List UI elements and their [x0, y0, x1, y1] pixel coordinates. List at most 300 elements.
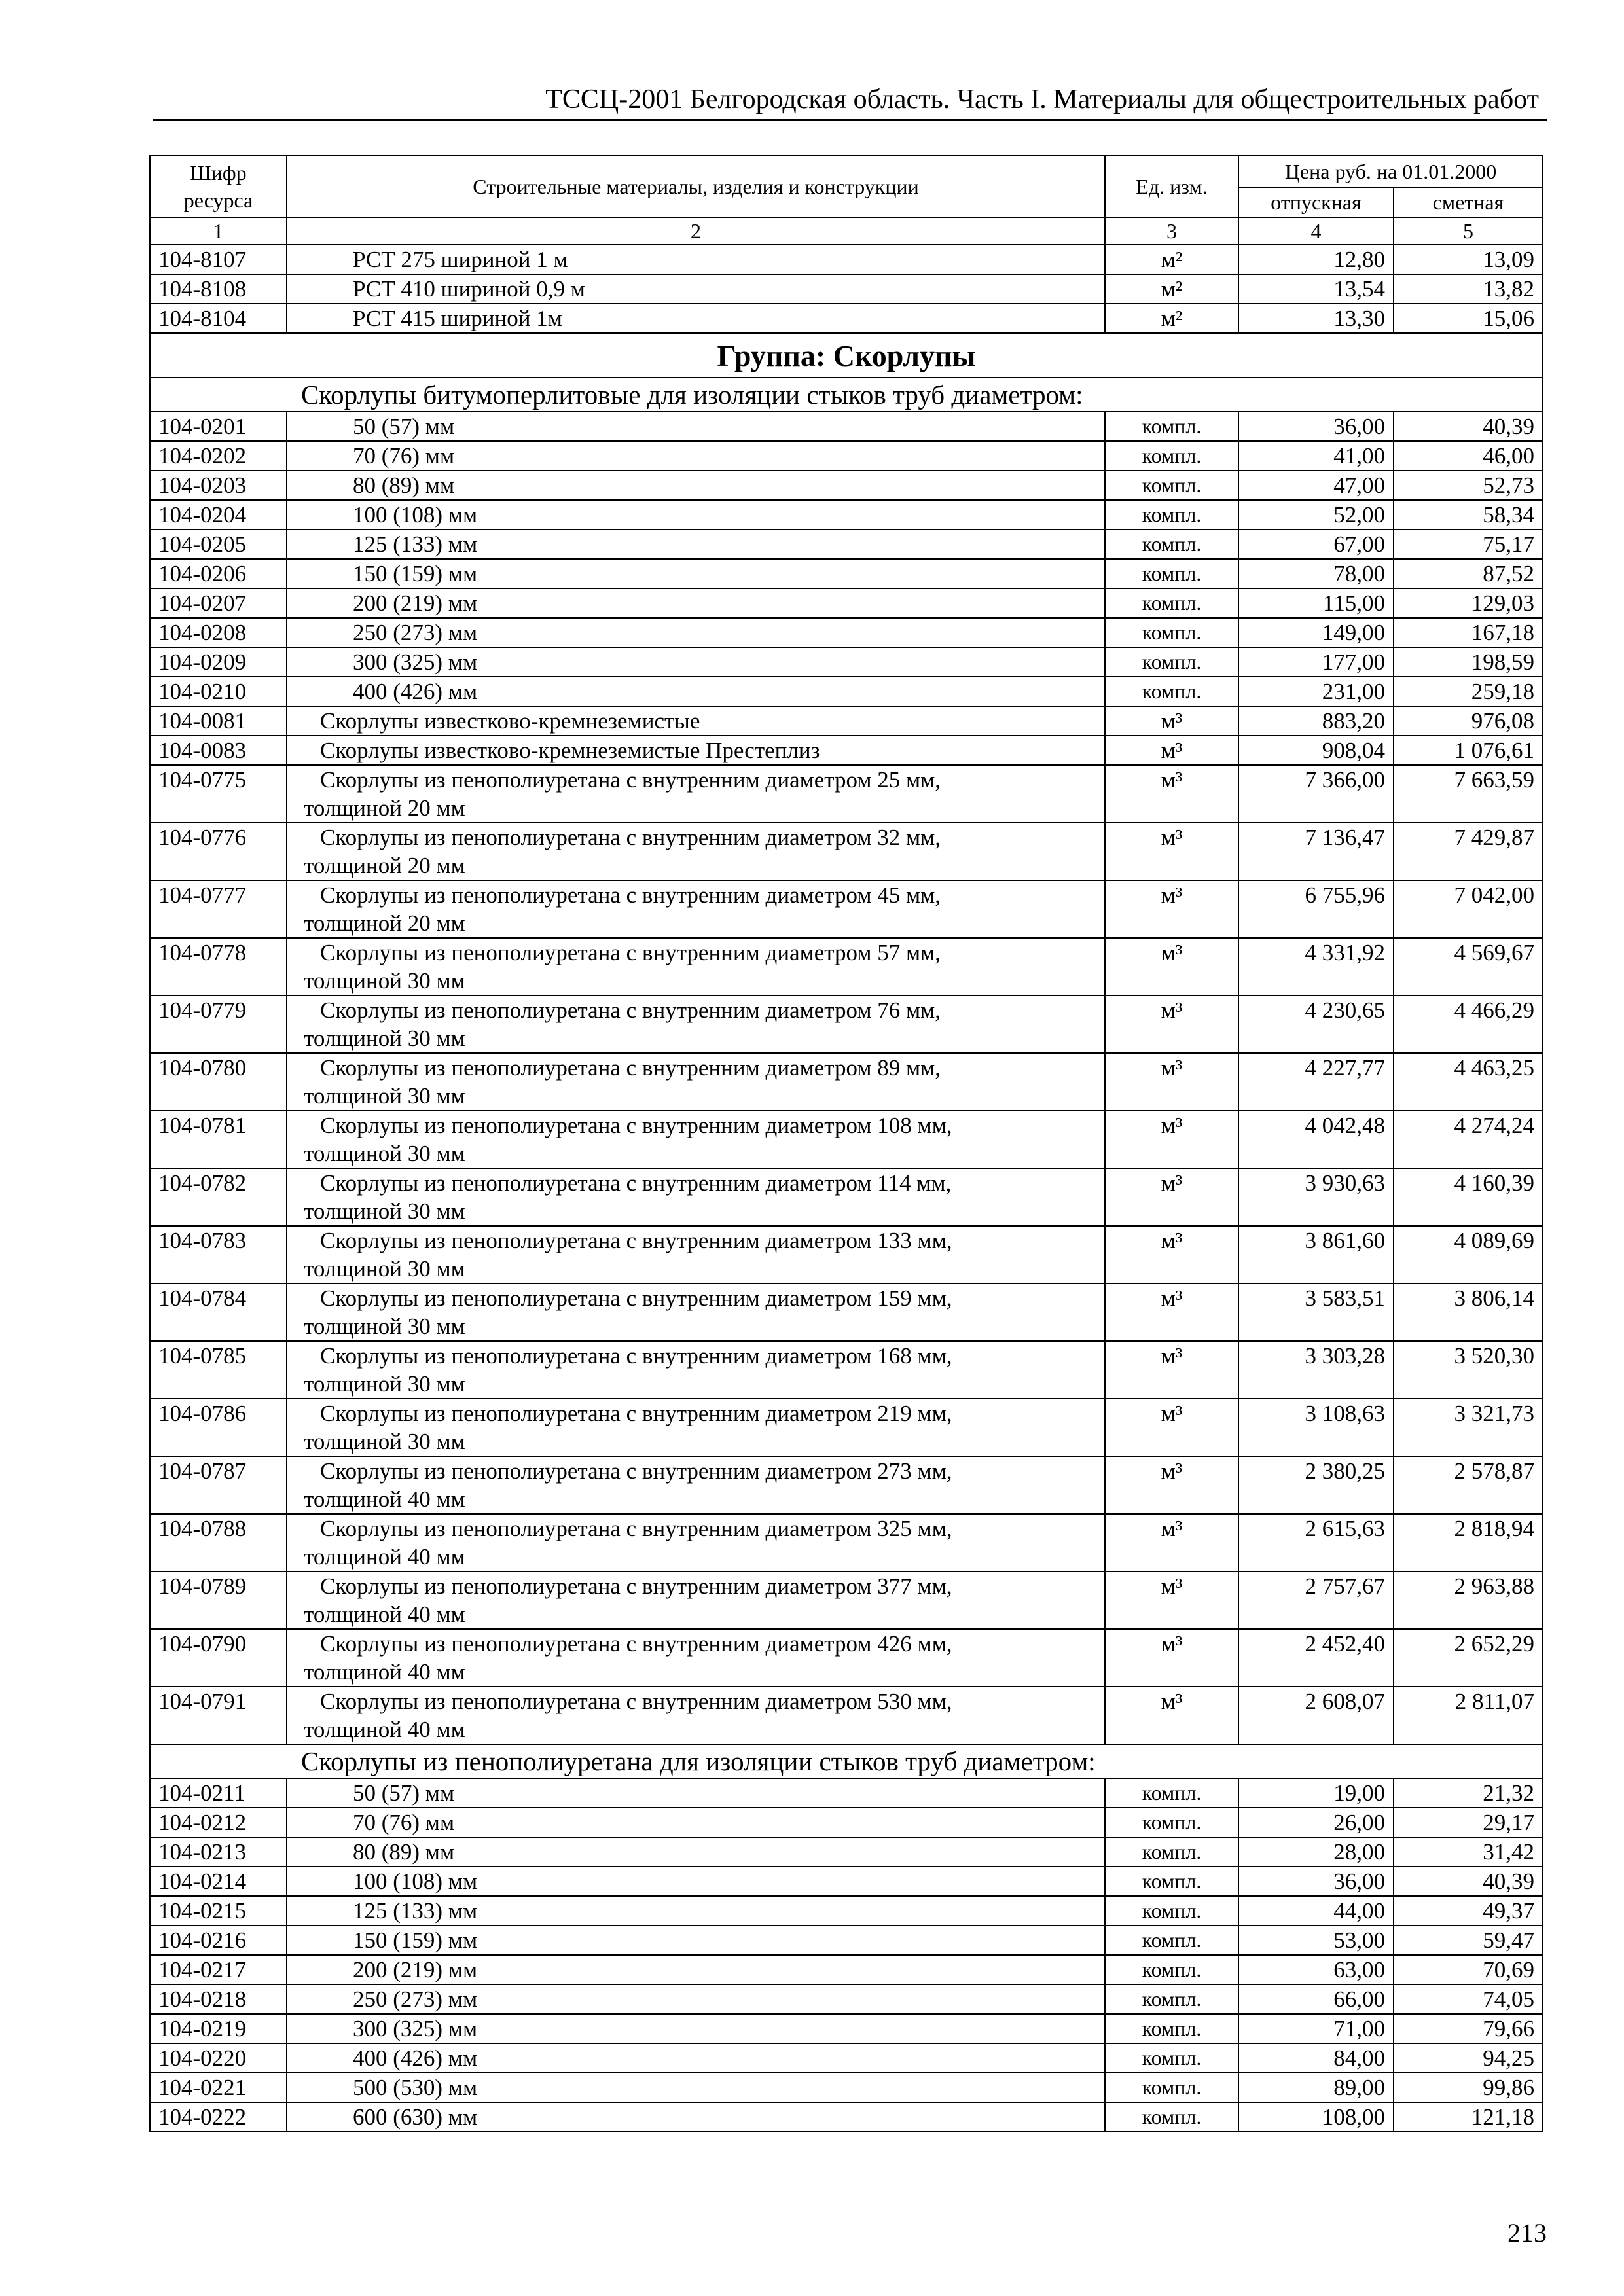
table-row — [150, 938, 1543, 996]
release-price: 3 861,60 — [1238, 1226, 1394, 1283]
top-rows — [150, 245, 1543, 333]
table-row — [150, 996, 1543, 1053]
section2-header — [150, 1744, 1543, 1778]
unit-of-measure: м² — [1105, 274, 1238, 304]
estimate-price: 2 578,87 — [1394, 1456, 1543, 1514]
material-name: 400 (426) мм — [287, 677, 1105, 706]
table-row — [150, 1514, 1543, 1571]
resource-code: 104-0210 — [150, 677, 287, 706]
table-row — [150, 1984, 1543, 2014]
estimate-price: 15,06 — [1394, 304, 1543, 333]
header-unit: Ед. изм. — [1105, 156, 1238, 217]
table-row — [150, 274, 1543, 304]
resource-code: 104-0215 — [150, 1896, 287, 1926]
material-name: 600 (630) мм — [287, 2102, 1105, 2132]
estimate-price: 3 321,73 — [1394, 1399, 1543, 1456]
estimate-price: 7 042,00 — [1394, 880, 1543, 938]
unit-of-measure: компл. — [1105, 1837, 1238, 1867]
material-name-line2: толщиной 30 мм — [304, 1198, 465, 1224]
col-number: 4 — [1238, 217, 1394, 245]
resource-code: 104-0204 — [150, 500, 287, 529]
resource-code: 104-0081 — [150, 706, 287, 736]
unit-of-measure: м³ — [1105, 823, 1238, 880]
release-price: 4 331,92 — [1238, 938, 1394, 996]
release-price: 883,20 — [1238, 706, 1394, 736]
material-name-line2: толщиной 30 мм — [304, 1371, 465, 1397]
release-price: 7 366,00 — [1238, 765, 1394, 823]
release-price: 3 303,28 — [1238, 1341, 1394, 1399]
release-price: 67,00 — [1238, 529, 1394, 559]
table-row — [150, 1687, 1543, 1744]
material-name-line2: толщиной 20 мм — [304, 795, 465, 821]
table-row — [150, 588, 1543, 618]
material-name: 70 (76) мм — [287, 1808, 1105, 1837]
unit-of-measure: м³ — [1105, 1283, 1238, 1341]
material-name: РСТ 275 шириной 1 м — [287, 245, 1105, 274]
resource-code: 104-0789 — [150, 1571, 287, 1629]
estimate-price: 40,39 — [1394, 1867, 1543, 1896]
unit-of-measure: компл. — [1105, 2043, 1238, 2073]
estimate-price: 2 818,94 — [1394, 1514, 1543, 1571]
resource-code: 104-0221 — [150, 2073, 287, 2102]
unit-of-measure: м³ — [1105, 880, 1238, 938]
resource-code: 104-0781 — [150, 1111, 287, 1168]
resource-code: 104-0214 — [150, 1867, 287, 1896]
estimate-price: 2 652,29 — [1394, 1629, 1543, 1687]
material-name: РСТ 415 шириной 1м — [287, 304, 1105, 333]
material-name-line2: толщиной 30 мм — [304, 1314, 465, 1339]
material-name-line1: Скорлупы из пенополиуретана с внутренним диаметром 325 мм, — [320, 1516, 952, 1541]
resource-code: 104-0775 — [150, 765, 287, 823]
estimate-price: 79,66 — [1394, 2014, 1543, 2043]
material-name-line2: толщиной 40 мм — [304, 1486, 465, 1512]
release-price: 231,00 — [1238, 677, 1394, 706]
material-name-line2: толщиной 40 мм — [304, 1602, 465, 1627]
table-row — [150, 1168, 1543, 1226]
release-price: 19,00 — [1238, 1778, 1394, 1808]
material-name-line2: толщиной 30 мм — [304, 1083, 465, 1109]
estimate-price: 121,18 — [1394, 2102, 1543, 2132]
release-price: 13,54 — [1238, 274, 1394, 304]
unit-of-measure: компл. — [1105, 588, 1238, 618]
estimate-price: 976,08 — [1394, 706, 1543, 736]
header-release-price: отпускная — [1238, 187, 1394, 217]
resource-code: 104-0783 — [150, 1226, 287, 1283]
material-name — [287, 1514, 1105, 1571]
release-price: 26,00 — [1238, 1808, 1394, 1837]
estimate-price: 58,34 — [1394, 500, 1543, 529]
resource-code: 104-0213 — [150, 1837, 287, 1867]
estimate-price: 29,17 — [1394, 1808, 1543, 1837]
unit-of-measure: компл. — [1105, 1867, 1238, 1896]
resource-code: 104-0205 — [150, 529, 287, 559]
unit-of-measure: компл. — [1105, 1808, 1238, 1837]
table-row — [150, 2043, 1543, 2073]
table-row — [150, 880, 1543, 938]
resource-code: 104-0206 — [150, 559, 287, 588]
estimate-price: 4 160,39 — [1394, 1168, 1543, 1226]
material-name-line2: толщиной 30 мм — [304, 1256, 465, 1282]
material-name-line1: Скорлупы из пенополиуретана с внутренним диаметром 168 мм, — [320, 1343, 952, 1369]
section-title: Скорлупы из пенополиуретана для изоляции стыков труб диаметром: — [150, 1744, 1543, 1778]
material-name-line2: толщиной 30 мм — [304, 968, 465, 994]
unit-of-measure: компл. — [1105, 2073, 1238, 2102]
resource-code: 104-0778 — [150, 938, 287, 996]
release-price: 149,00 — [1238, 618, 1394, 647]
release-price: 3 930,63 — [1238, 1168, 1394, 1226]
table-row — [150, 1867, 1543, 1896]
lime-silica-rows — [150, 706, 1543, 765]
resource-code: 104-0217 — [150, 1955, 287, 1984]
unit-of-measure: м³ — [1105, 996, 1238, 1053]
material-name — [287, 1456, 1105, 1514]
table-row — [150, 823, 1543, 880]
release-price: 6 755,96 — [1238, 880, 1394, 938]
material-name-line1: Скорлупы из пенополиуретана с внутренним диаметром 133 мм, — [320, 1228, 952, 1253]
unit-of-measure: м³ — [1105, 1053, 1238, 1111]
resource-code: 104-0788 — [150, 1514, 287, 1571]
estimate-price: 4 569,67 — [1394, 938, 1543, 996]
material-name: 50 (57) мм — [287, 412, 1105, 441]
material-name — [287, 1687, 1105, 1744]
material-name: 80 (89) мм — [287, 1837, 1105, 1867]
material-name: 150 (159) мм — [287, 559, 1105, 588]
estimate-price: 31,42 — [1394, 1837, 1543, 1867]
material-name-line1: Скорлупы из пенополиуретана с внутренним диаметром 377 мм, — [320, 1573, 952, 1599]
estimate-price: 94,25 — [1394, 2043, 1543, 2073]
estimate-price: 3 806,14 — [1394, 1283, 1543, 1341]
material-name — [287, 938, 1105, 996]
release-price: 71,00 — [1238, 2014, 1394, 2043]
resource-code: 104-0786 — [150, 1399, 287, 1456]
material-name-line1: Скорлупы из пенополиуретана с внутренним диаметром 32 мм, — [320, 825, 941, 850]
estimate-price: 1 076,61 — [1394, 736, 1543, 765]
table-row — [150, 2014, 1543, 2043]
material-name-line1: Скорлупы из пенополиуретана с внутренним диаметром 45 мм, — [320, 882, 941, 908]
material-name — [287, 1571, 1105, 1629]
material-name-line1: Скорлупы из пенополиуретана с внутренним диаметром 89 мм, — [320, 1055, 941, 1081]
material-name — [287, 1629, 1105, 1687]
price-table — [149, 155, 1543, 2132]
unit-of-measure: компл. — [1105, 529, 1238, 559]
col-number: 1 — [150, 217, 287, 245]
section2-rows — [150, 1778, 1543, 2132]
resource-code: 104-0776 — [150, 823, 287, 880]
material-name-line1: Скорлупы из пенополиуретана с внутренним диаметром 108 мм, — [320, 1113, 952, 1138]
release-price: 7 136,47 — [1238, 823, 1394, 880]
material-name-line2: толщиной 30 мм — [304, 1141, 465, 1166]
table-row — [150, 1053, 1543, 1111]
resource-code: 104-0202 — [150, 441, 287, 471]
release-price: 12,80 — [1238, 245, 1394, 274]
estimate-price: 129,03 — [1394, 588, 1543, 618]
material-name: 500 (530) мм — [287, 2073, 1105, 2102]
material-name: 150 (159) мм — [287, 1926, 1105, 1955]
unit-of-measure: м³ — [1105, 736, 1238, 765]
estimate-price: 4 466,29 — [1394, 996, 1543, 1053]
resource-code: 104-0787 — [150, 1456, 287, 1514]
unit-of-measure: компл. — [1105, 677, 1238, 706]
table-row — [150, 765, 1543, 823]
material-name — [287, 1399, 1105, 1456]
release-price: 177,00 — [1238, 647, 1394, 677]
material-name: 80 (89) мм — [287, 471, 1105, 500]
table-row — [150, 412, 1543, 441]
table-row — [150, 471, 1543, 500]
material-name: Скорлупы известково-кремнеземистые — [287, 706, 1105, 736]
estimate-price: 13,82 — [1394, 274, 1543, 304]
release-price: 47,00 — [1238, 471, 1394, 500]
estimate-price: 198,59 — [1394, 647, 1543, 677]
table-row — [150, 529, 1543, 559]
unit-of-measure: компл. — [1105, 1955, 1238, 1984]
material-name: 125 (133) мм — [287, 1896, 1105, 1926]
material-name-line1: Скорлупы из пенополиуретана с внутренним диаметром 114 мм, — [320, 1170, 952, 1196]
header-estimate-price: сметная — [1394, 187, 1543, 217]
unit-of-measure: м³ — [1105, 1399, 1238, 1456]
section-title: Скорлупы битумоперлитовые для изоляции стыков труб диаметром: — [150, 378, 1543, 412]
release-price: 2 380,25 — [1238, 1456, 1394, 1514]
material-name-line1: Скорлупы из пенополиуретана с внутренним диаметром 530 мм, — [320, 1689, 952, 1714]
estimate-price: 70,69 — [1394, 1955, 1543, 1984]
resource-code: 104-8107 — [150, 245, 287, 274]
estimate-price: 259,18 — [1394, 677, 1543, 706]
release-price: 41,00 — [1238, 441, 1394, 471]
col-number: 5 — [1394, 217, 1543, 245]
material-name-line2: толщиной 30 мм — [304, 1026, 465, 1051]
col-number: 2 — [287, 217, 1105, 245]
release-price: 44,00 — [1238, 1896, 1394, 1926]
release-price: 2 452,40 — [1238, 1629, 1394, 1687]
estimate-price: 46,00 — [1394, 441, 1543, 471]
release-price: 36,00 — [1238, 412, 1394, 441]
release-price: 84,00 — [1238, 2043, 1394, 2073]
unit-of-measure: компл. — [1105, 500, 1238, 529]
estimate-price: 4 089,69 — [1394, 1226, 1543, 1283]
estimate-price: 2 811,07 — [1394, 1687, 1543, 1744]
resource-code: 104-0083 — [150, 736, 287, 765]
resource-code: 104-0790 — [150, 1629, 287, 1687]
estimate-price: 87,52 — [1394, 559, 1543, 588]
resource-code: 104-0216 — [150, 1926, 287, 1955]
material-name-line2: толщиной 40 мм — [304, 1544, 465, 1570]
estimate-price: 7 429,87 — [1394, 823, 1543, 880]
table-row — [150, 1629, 1543, 1687]
polyurethane-rows — [150, 765, 1543, 1744]
unit-of-measure: м³ — [1105, 1687, 1238, 1744]
table-row — [150, 1399, 1543, 1456]
unit-of-measure: м³ — [1105, 1111, 1238, 1168]
table-header — [150, 156, 1543, 245]
unit-of-measure: компл. — [1105, 1984, 1238, 2014]
release-price: 53,00 — [1238, 1926, 1394, 1955]
unit-of-measure: м² — [1105, 245, 1238, 274]
material-name — [287, 823, 1105, 880]
material-name-line1: Скорлупы из пенополиуретана с внутренним диаметром 273 мм, — [320, 1458, 952, 1484]
section1-rows — [150, 412, 1543, 706]
unit-of-measure: м³ — [1105, 1226, 1238, 1283]
material-name: 250 (273) мм — [287, 618, 1105, 647]
material-name — [287, 1053, 1105, 1111]
release-price: 28,00 — [1238, 1837, 1394, 1867]
unit-of-measure: м³ — [1105, 938, 1238, 996]
unit-of-measure: м² — [1105, 304, 1238, 333]
unit-of-measure: м³ — [1105, 1168, 1238, 1226]
release-price: 89,00 — [1238, 2073, 1394, 2102]
release-price: 13,30 — [1238, 304, 1394, 333]
header-code: Шифр ресурса — [150, 156, 287, 217]
estimate-price: 2 963,88 — [1394, 1571, 1543, 1629]
estimate-price: 4 274,24 — [1394, 1111, 1543, 1168]
unit-of-measure: м³ — [1105, 765, 1238, 823]
unit-of-measure: компл. — [1105, 647, 1238, 677]
table-row — [150, 706, 1543, 736]
column-number-row — [150, 217, 1543, 245]
table-row — [150, 1926, 1543, 1955]
header-name: Строительные материалы, изделия и конструкции — [287, 156, 1105, 217]
material-name-line1: Скорлупы из пенополиуретана с внутренним диаметром 25 мм, — [320, 767, 941, 793]
resource-code: 104-0780 — [150, 1053, 287, 1111]
table-row — [150, 677, 1543, 706]
table-row — [150, 1226, 1543, 1283]
group-title: Группа: Скорлупы — [150, 333, 1543, 378]
unit-of-measure: м³ — [1105, 1341, 1238, 1399]
release-price: 36,00 — [1238, 1867, 1394, 1896]
unit-of-measure: компл. — [1105, 618, 1238, 647]
table-row — [150, 1283, 1543, 1341]
release-price: 115,00 — [1238, 588, 1394, 618]
resource-code: 104-0212 — [150, 1808, 287, 1837]
release-price: 3 583,51 — [1238, 1283, 1394, 1341]
header-price: Цена руб. на 01.01.2000 — [1238, 156, 1543, 187]
estimate-price: 167,18 — [1394, 618, 1543, 647]
release-price: 108,00 — [1238, 2102, 1394, 2132]
table-row — [150, 245, 1543, 274]
material-name: 400 (426) мм — [287, 2043, 1105, 2073]
table-row — [150, 1808, 1543, 1837]
material-name — [287, 765, 1105, 823]
material-name-line1: Скорлупы из пенополиуретана с внутренним диаметром 76 мм, — [320, 997, 941, 1023]
release-price: 63,00 — [1238, 1955, 1394, 1984]
unit-of-measure: компл. — [1105, 1778, 1238, 1808]
estimate-price: 21,32 — [1394, 1778, 1543, 1808]
table-row — [150, 304, 1543, 333]
resource-code: 104-0207 — [150, 588, 287, 618]
release-price: 908,04 — [1238, 736, 1394, 765]
material-name — [287, 1283, 1105, 1341]
resource-code: 104-0785 — [150, 1341, 287, 1399]
table-row — [150, 1111, 1543, 1168]
table-row — [150, 647, 1543, 677]
release-price: 78,00 — [1238, 559, 1394, 588]
unit-of-measure: компл. — [1105, 1896, 1238, 1926]
table-row — [150, 2073, 1543, 2102]
resource-code: 104-0203 — [150, 471, 287, 500]
estimate-price: 59,47 — [1394, 1926, 1543, 1955]
release-price: 4 227,77 — [1238, 1053, 1394, 1111]
material-name-line1: Скорлупы из пенополиуретана с внутренним диаметром 57 мм, — [320, 940, 941, 965]
table-row — [150, 736, 1543, 765]
table-row — [150, 559, 1543, 588]
estimate-price: 52,73 — [1394, 471, 1543, 500]
unit-of-measure: компл. — [1105, 441, 1238, 471]
material-name: 100 (108) мм — [287, 1867, 1105, 1896]
unit-of-measure: компл. — [1105, 471, 1238, 500]
resource-code: 104-0779 — [150, 996, 287, 1053]
material-name: 300 (325) мм — [287, 647, 1105, 677]
resource-code: 104-0209 — [150, 647, 287, 677]
release-price: 66,00 — [1238, 1984, 1394, 2014]
release-price: 2 608,07 — [1238, 1687, 1394, 1744]
table-row — [150, 1896, 1543, 1926]
unit-of-measure: компл. — [1105, 1926, 1238, 1955]
resource-code: 104-0791 — [150, 1687, 287, 1744]
estimate-price: 7 663,59 — [1394, 765, 1543, 823]
estimate-price: 49,37 — [1394, 1896, 1543, 1926]
col-number: 3 — [1105, 217, 1238, 245]
release-price: 4 230,65 — [1238, 996, 1394, 1053]
material-name-line2: толщиной 20 мм — [304, 910, 465, 936]
estimate-price: 4 463,25 — [1394, 1053, 1543, 1111]
page-header-title: ТССЦ-2001 Белгородская область. Часть I. Материалы для общестроительных работ — [545, 84, 1539, 115]
unit-of-measure: компл. — [1105, 2014, 1238, 2043]
estimate-price: 75,17 — [1394, 529, 1543, 559]
resource-code: 104-0218 — [150, 1984, 287, 2014]
table-row — [150, 2102, 1543, 2132]
unit-of-measure: компл. — [1105, 2102, 1238, 2132]
resource-code: 104-0220 — [150, 2043, 287, 2073]
material-name — [287, 880, 1105, 938]
table-row — [150, 1955, 1543, 1984]
resource-code: 104-0211 — [150, 1778, 287, 1808]
estimate-price: 40,39 — [1394, 412, 1543, 441]
resource-code: 104-0222 — [150, 2102, 287, 2132]
table-row — [150, 441, 1543, 471]
resource-code: 104-0219 — [150, 2014, 287, 2043]
material-name-line2: толщиной 20 мм — [304, 853, 465, 878]
table-row — [150, 1456, 1543, 1514]
unit-of-measure: м³ — [1105, 1456, 1238, 1514]
material-name — [287, 1168, 1105, 1226]
resource-code: 104-0777 — [150, 880, 287, 938]
header-divider — [153, 119, 1547, 121]
resource-code: 104-8104 — [150, 304, 287, 333]
table-row — [150, 618, 1543, 647]
material-name-line1: Скорлупы из пенополиуретана с внутренним диаметром 426 мм, — [320, 1631, 952, 1657]
material-name: 100 (108) мм — [287, 500, 1105, 529]
release-price: 4 042,48 — [1238, 1111, 1394, 1168]
table-row — [150, 500, 1543, 529]
table-row — [150, 1837, 1543, 1867]
release-price: 2 757,67 — [1238, 1571, 1394, 1629]
resource-code: 104-0782 — [150, 1168, 287, 1226]
resource-code: 104-0784 — [150, 1283, 287, 1341]
material-name: 250 (273) мм — [287, 1984, 1105, 2014]
material-name — [287, 1111, 1105, 1168]
release-price: 3 108,63 — [1238, 1399, 1394, 1456]
material-name-line1: Скорлупы из пенополиуретана с внутренним диаметром 159 мм, — [320, 1285, 952, 1311]
unit-of-measure: компл. — [1105, 412, 1238, 441]
material-name — [287, 1341, 1105, 1399]
resource-code: 104-8108 — [150, 274, 287, 304]
material-name — [287, 1226, 1105, 1283]
table-row — [150, 1341, 1543, 1399]
material-name: 200 (219) мм — [287, 1955, 1105, 1984]
material-name — [287, 996, 1105, 1053]
resource-code: 104-0201 — [150, 412, 287, 441]
unit-of-measure: м³ — [1105, 1629, 1238, 1687]
group-block — [150, 333, 1543, 412]
